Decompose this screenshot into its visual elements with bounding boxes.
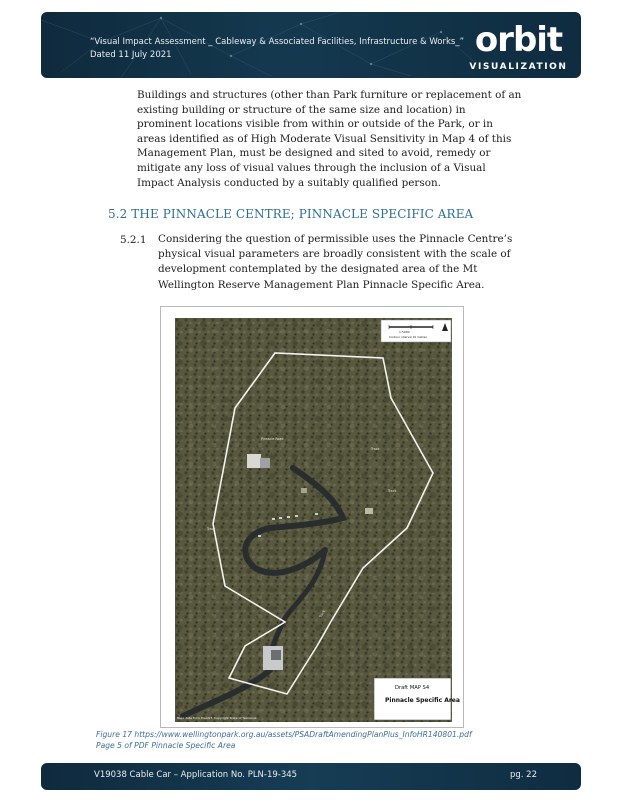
orbit-logo: orbit [474, 20, 563, 60]
document-date: Dated 11 July 2021 [90, 50, 172, 60]
clause-text: Considering the question of permissible uses the Pinnacle Centre’s physical visual parameters are broadly consistent with the scale of development contemplated by the designated area of the Mt Wellington Reserve Management Plan Pinnacle Specific Area. [158, 233, 513, 291]
pinnacle-aerial-map [175, 318, 460, 722]
page-footer [41, 763, 581, 790]
figure-caption: Figure 17 https://www.wellingtonpark.org.au/assets/PSADraftAmendingPlanPlus_InfoHR140801.pdf [96, 730, 472, 739]
svg-text:Pinnacle Road: Pinnacle Road [261, 437, 284, 441]
footer-reference: V19038 Cable Car – Application No. PLN-19-345 [94, 770, 298, 780]
figure-caption-page: Page 5 of PDF Pinnacle Specific Area [96, 741, 236, 750]
map-scale: 1:5000 [399, 330, 410, 334]
svg-text:Track: Track [388, 489, 397, 493]
page-header [41, 12, 581, 78]
document-title: “Visual Impact Assessment _ Cableway & Associated Facilities, Infrastructure & Works_” [90, 37, 464, 47]
section-heading: 5.2 THE PINNACLE CENTRE; PINNACLE SPECIFIC AREA [108, 207, 474, 221]
clause-number: 5.2.1 [120, 234, 147, 246]
orbit-logo-subtitle: VISUALIZATION [469, 62, 568, 72]
body-paragraph: Buildings and structures (other than Park furniture or replacement of an existing building or structure of the same size and location) in prominent locations visible from within or outside of the Park, or in areas identified as of High Moderate Visual Sensitivity in Map 4 of this Management Plan, must be designed and sited to avoid, remedy or mitigate any loss of visual values through the inclusion of a Visual Impact Analysis conducted by a suitably qualified person. [137, 89, 522, 189]
map-legend-title: Draft MAP S4 [395, 685, 430, 691]
svg-text:Track: Track [207, 527, 216, 531]
map-legend-name: Pinnacle Specific Area [385, 697, 460, 704]
svg-text:Track: Track [318, 609, 327, 619]
page-number: pg. 22 [509, 770, 537, 780]
map-contour-note: Contour interval 10 metres [389, 335, 427, 339]
svg-text:Track: Track [371, 447, 380, 451]
map-source: Base data from theLIST, Copyright State of Tasmania [177, 716, 257, 720]
